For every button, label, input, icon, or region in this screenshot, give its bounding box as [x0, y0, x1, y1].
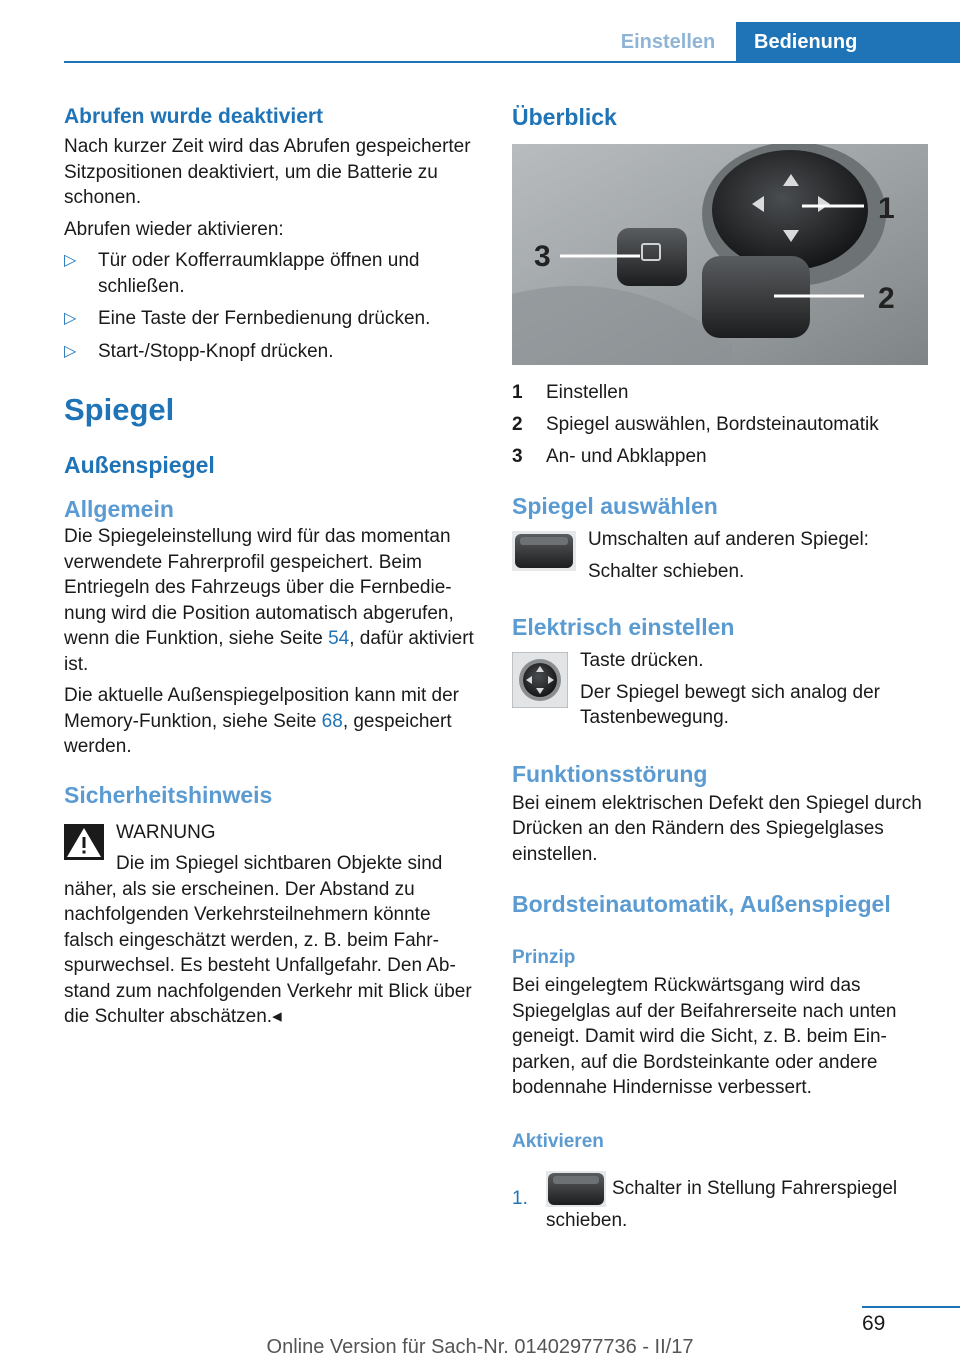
- step-text: Schalter in Stellung Fahrerspiegel schieben.: [546, 1177, 898, 1231]
- list-item: [64, 248, 478, 299]
- list-item-text: Eine Taste der Fernbedienung drücken.: [98, 308, 431, 329]
- heading-prinzip: Prinzip: [512, 947, 576, 968]
- switch-instruction: [512, 527, 928, 584]
- heading-abrufen-deaktiviert: Abrufen wurde deaktiviert: [64, 105, 324, 128]
- page-number-rule: [862, 1306, 960, 1308]
- page-link-68[interactable]: 68: [321, 710, 343, 732]
- legend-number: 2: [512, 414, 523, 435]
- header-rule: [64, 61, 960, 63]
- paragraph-abrufen-aktivieren: Abrufen wieder aktivieren:: [64, 218, 284, 240]
- step-1: [512, 1171, 928, 1235]
- text-span: , dafür aktiviert ist.: [64, 628, 474, 675]
- footer-version: Online Version für Sach-Nr. 01402977736 - II/17: [266, 1336, 694, 1358]
- paragraph-allgemein-2: [64, 683, 478, 760]
- legend-text: Spiegel auswählen, Bordsteinautomatik: [546, 414, 879, 435]
- mirror-joystick-icon: [512, 652, 568, 708]
- legend-row: [512, 377, 928, 409]
- warning-text-first-line: Die im Spiegel sichtbaren Objekte sind: [116, 853, 443, 874]
- text-span: Die aktuelle Außenspiegelposition kann mit der Memory-Funktion, siehe Seite: [64, 685, 460, 732]
- warning-text: näher, als sie erscheinen. Der Abstand zu nachfolgenden Verkehrsteilnehmern könnte falsch eingeschätzt werden, z. B. beim Fahrspurwechsel. Es besteht Unfallgefahr. Den Abstand zum nachfolgenden Verkehr mit Blick über die Schulter abschätzen.◂: [64, 878, 472, 1027]
- photo-label-2: 2: [878, 282, 895, 315]
- triangle-bullet-icon: ▷: [64, 252, 77, 269]
- text-span: , gespeichert werden.: [64, 710, 452, 757]
- legend-text: An- und Abklappen: [546, 446, 707, 467]
- header-tab-einstellen: Einstellen: [620, 31, 716, 53]
- mirror-controls-photo: [512, 144, 928, 365]
- paragraph-taste-druecken: Taste drücken.: [580, 650, 704, 671]
- paragraph-abrufen: Nach kurzer Zeit wird das Abrufen gespeicherter Sitzpositionen deaktiviert, um die Batterie zu schonen.: [64, 136, 471, 208]
- heading-allgemein: Allgemein: [64, 496, 174, 522]
- list-item: [64, 339, 478, 365]
- warning-block: [64, 820, 478, 1030]
- legend-number: 1: [512, 382, 523, 403]
- paragraph-allgemein-1: [64, 524, 478, 677]
- page-number: 69: [862, 1312, 886, 1335]
- paragraph-spiegel-bewegt: Der Spiegel bewegt sich analog der Tastenbewegung.: [580, 681, 880, 728]
- list-item-text: Start-/Stopp-Knopf drücken.: [98, 340, 334, 362]
- heading-bordsteinautomatik: Bordsteinautomatik, Außenspiegel: [512, 891, 891, 917]
- legend-list: [512, 377, 928, 473]
- paragraph-schalter-schieben: Schalter schieben.: [588, 560, 745, 582]
- triangle-bullet-icon: ▷: [64, 342, 77, 360]
- paragraph-funktionsstoerung: Bei einem elektrischen Defekt den Spiegel durch Drücken an den Rändern des Spiegelglases einstellen.: [512, 792, 922, 865]
- heading-elektrisch-einstellen: Elektrisch einstellen: [512, 614, 735, 640]
- photo-label-1: 1: [878, 192, 895, 225]
- list-item: [64, 306, 478, 332]
- heading-aussenspiegel: Außenspiegel: [64, 452, 215, 478]
- right-column: [512, 100, 928, 1235]
- heading-sicherheitshinweis: Sicherheitshinweis: [64, 781, 273, 808]
- text-span: Die Spiegeleinstellung wird für das momentan verwendete Fahrerprofil gespeichert. Beim Entriegeln des Fahrzeugs über die Fernbedienung wird die Position automatisch abgerufen, wenn die Funktion, siehe Seite: [64, 526, 454, 649]
- warning-label: WARNUNG: [116, 821, 216, 843]
- legend-number: 3: [512, 446, 523, 467]
- legend-row: [512, 409, 928, 441]
- legend-text: Einstellen: [546, 382, 629, 403]
- heading-spiegel: Spiegel: [64, 392, 175, 427]
- list-item-text: Tür oder Kofferraumklappe öffnen und schließen.: [98, 250, 420, 297]
- joystick-instruction: [512, 648, 928, 731]
- left-column: [64, 100, 478, 1030]
- triangle-bullet-icon: ▷: [64, 310, 77, 327]
- header-tab-bedienung: Bedienung: [736, 22, 960, 62]
- legend-row: [512, 441, 928, 473]
- mirror-switch-icon: [512, 531, 576, 571]
- page-link-54[interactable]: 54: [328, 628, 350, 649]
- step-number: 1.: [512, 1187, 528, 1209]
- warning-icon: [64, 824, 104, 860]
- paragraph-umschalten: Umschalten auf anderen Spiegel:: [588, 529, 869, 550]
- paragraph-prinzip: Bei eingelegtem Rückwärtsgang wird das Spiegelglas auf der Beifahrerseite nach unten geneigt. Damit wird die Sicht, z. B. beim Einparken, auf die Bordsteinkante oder andere bodennahe Hindernisse verbessert.: [512, 975, 897, 1098]
- bullet-list: [64, 248, 478, 364]
- mirror-switch-icon: [546, 1171, 606, 1207]
- heading-spiegel-auswaehlen: Spiegel auswählen: [512, 493, 718, 519]
- heading-aktivieren: Aktivieren: [512, 1130, 604, 1152]
- photo-label-3: 3: [534, 240, 551, 273]
- heading-funktionsstoerung: Funktionsstörung: [512, 760, 708, 787]
- heading-ueberblick: Überblick: [512, 104, 617, 130]
